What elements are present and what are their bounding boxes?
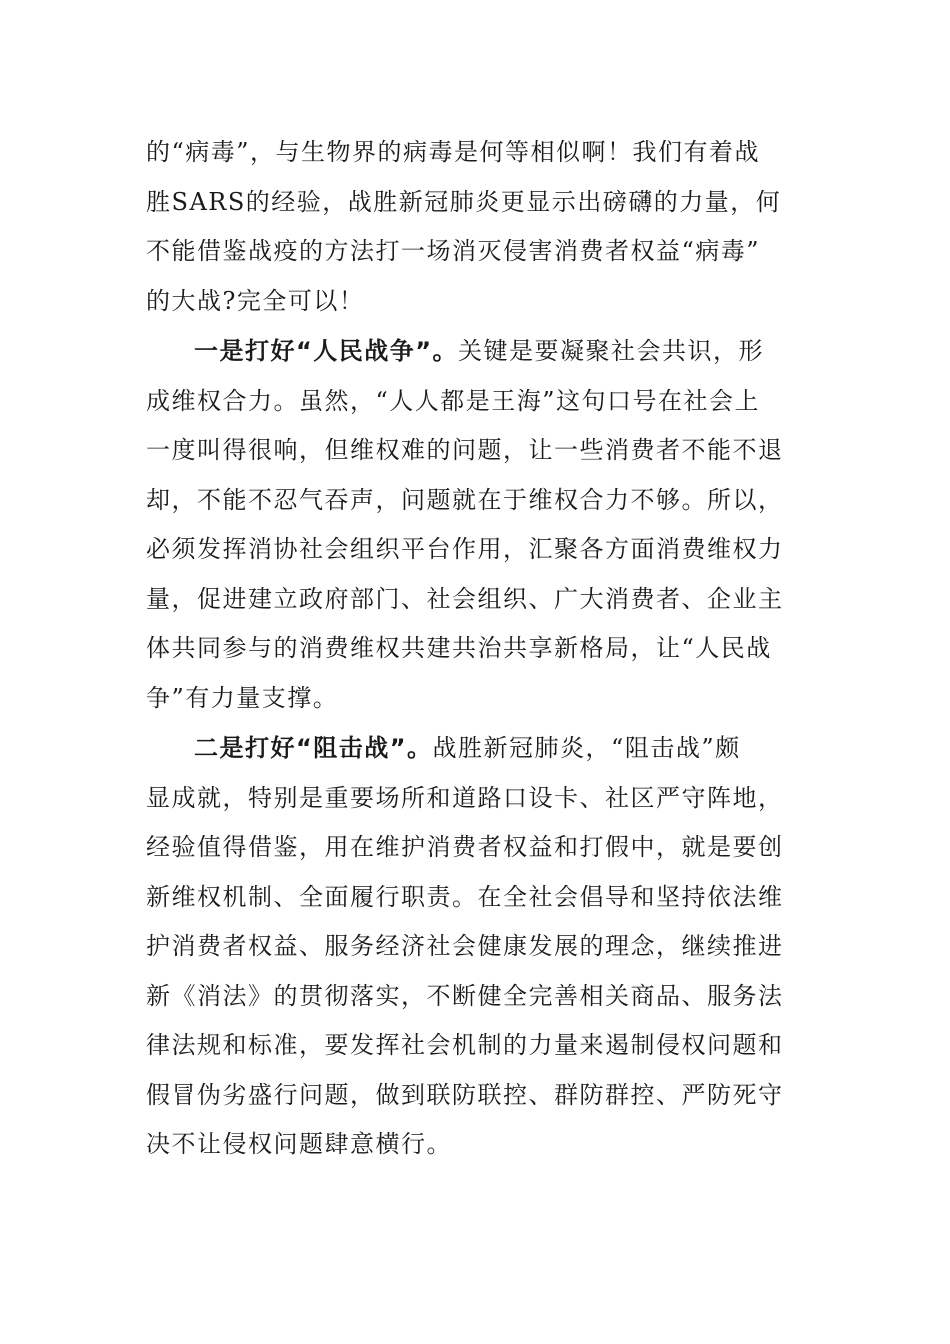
text-line: 假冒伪劣盛行问题，做到联防联控、群防群控、严防死守: [146, 1080, 784, 1109]
paragraph-intro: [146, 128, 796, 326]
text-line: 量，促进建立政府部门、社会组织、广大消费者、企业主: [146, 584, 784, 613]
text-line: 不能借鉴战疫的方法打一场消灭侵害消费者权益“病毒”: [146, 237, 761, 265]
text-line: 成维权合力。虽然，“人人都是王海”这句口号在社会上: [146, 386, 761, 415]
paragraph-blocking-battle: [146, 724, 796, 1170]
text-line: [146, 724, 796, 774]
text-line: 护消费者权益、服务经济社会健康发展的理念，继续推进: [146, 932, 784, 960]
text-line: 一度叫得很响，但维权难的问题，让一些消费者不能不退: [146, 436, 784, 464]
paragraph-people-war: [146, 327, 796, 723]
text-line: 必须发挥消协社会组织平台作用，汇聚各方面消费维权力: [146, 535, 784, 563]
text-line: 体共同参与的消费维权共建共治共享新格局，让“人民战: [146, 634, 772, 662]
paragraph-heading: 二是打好“阻击战”。: [194, 734, 433, 762]
text-line: 新维权机制、全面履行职责。在全社会倡导和坚持依法维: [146, 882, 784, 911]
text-line: 却，不能不忍气吞声，问题就在于维权合力不够。所以，: [146, 485, 784, 514]
text-line: 决不让侵权问题肆意横行。: [146, 1130, 452, 1158]
text-line: 的“病毒”，与生物界的病毒是何等相似啊！我们有着战: [146, 138, 761, 166]
text-line: 新《消法》的贯彻落实，不断健全完善相关商品、服务法: [146, 981, 784, 1010]
text-line: 争”有力量支撑。: [146, 683, 339, 712]
text-line: [146, 327, 796, 377]
text-line: 显成就，特别是重要场所和道路口设卡、社区严守阵地，: [146, 783, 784, 812]
text-line: 律法规和标准，要发挥社会机制的力量来遏制侵权问题和: [146, 1031, 784, 1059]
paragraph-heading: 一是打好“人民战争”。: [194, 337, 459, 365]
text-segment: 关键是要凝聚社会共识，形: [458, 337, 765, 365]
text-line: 的大战?完全可以！: [146, 286, 365, 315]
text-segment: 战胜新冠肺炎，“阻击战”颇: [432, 734, 741, 762]
text-line: 胜SARS的经验，战胜新冠肺炎更显示出磅礴的力量，何: [146, 187, 782, 216]
text-line: 经验值得借鉴，用在维护消费者权益和打假中，就是要创: [146, 833, 784, 861]
